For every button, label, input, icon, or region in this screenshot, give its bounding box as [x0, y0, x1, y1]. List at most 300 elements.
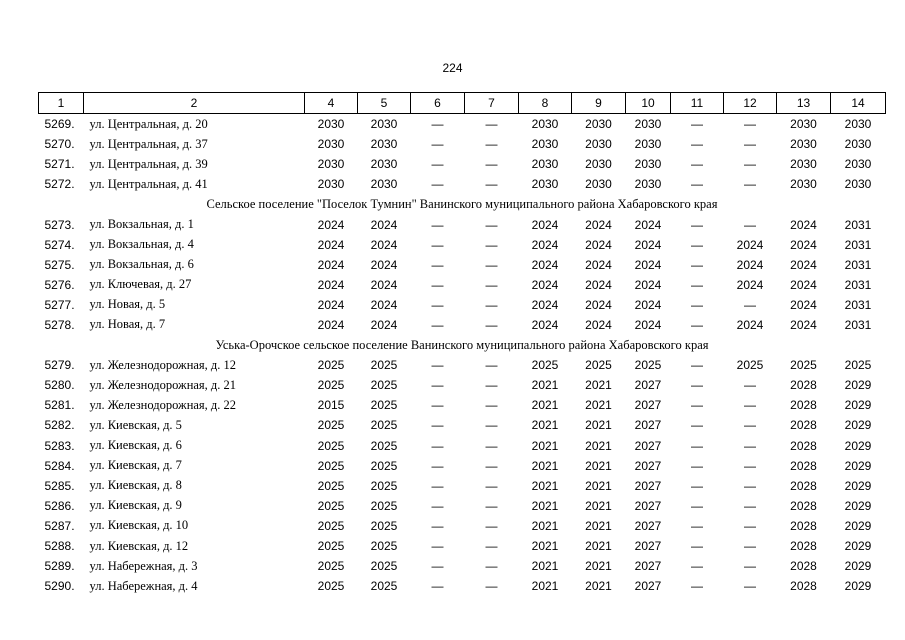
year-cell-col-12: —	[744, 518, 756, 533]
year-cell-col-4: 2024	[317, 317, 345, 332]
year-cell-col-9: 2030	[585, 157, 612, 172]
year-cell-col-10: 2027	[634, 378, 662, 393]
year-cell-col-7: —	[485, 418, 498, 433]
year-cell-col-13: 2030	[790, 157, 817, 172]
year-cell-col-11: —	[691, 378, 703, 393]
year-cell-col-8: 2021	[531, 478, 559, 493]
year-cell-col-7: —	[485, 217, 498, 232]
year-cell-col-11: —	[691, 177, 703, 192]
year-cell-col-14: 2025	[844, 358, 872, 373]
year-cell-col-7: —	[485, 518, 498, 533]
year-cell-col-7: —	[485, 237, 498, 252]
section-header-row	[39, 335, 886, 355]
address-cell: ул. Киевская, д. 8	[89, 478, 182, 493]
address-cell: ул. Новая, д. 7	[89, 317, 166, 332]
year-cell-col-13: 2028	[790, 559, 817, 574]
year-cell-col-12: 2024	[736, 317, 764, 332]
year-cell-col-7: —	[485, 478, 498, 493]
year-cell-col-6: —	[431, 297, 444, 312]
address-cell: ул. Железнодорожная, д. 12	[89, 357, 237, 372]
year-cell-col-8: 2021	[531, 398, 559, 413]
year-cell-col-12: 2024	[736, 257, 764, 272]
year-cell-col-12: —	[744, 117, 756, 132]
row-number: 5288.	[44, 539, 75, 554]
table-row	[39, 496, 886, 516]
year-cell-col-13: 2028	[790, 418, 817, 433]
year-cell-col-8: 2030	[531, 137, 559, 152]
row-number: 5275.	[44, 257, 75, 272]
year-cell-col-12: —	[744, 157, 756, 172]
year-cell-col-10: 2027	[634, 458, 662, 473]
year-cell-col-5: 2025	[370, 579, 398, 594]
year-cell-col-13: 2024	[790, 217, 817, 232]
address-cell: ул. Набережная, д. 3	[89, 558, 198, 573]
year-cell-col-9: 2024	[585, 257, 612, 272]
year-cell-col-12: —	[744, 297, 756, 312]
row-number: 5283.	[44, 438, 75, 453]
year-cell-col-10: 2027	[634, 559, 662, 574]
table-row	[39, 114, 886, 135]
row-number: 5284.	[44, 458, 75, 473]
year-cell-col-8: 2024	[531, 297, 559, 312]
year-cell-col-8: 2024	[531, 257, 559, 272]
row-number: 5269.	[44, 117, 75, 132]
year-cell-col-12: 2024	[736, 237, 764, 252]
year-cell-col-13: 2030	[790, 117, 817, 132]
table-row	[39, 576, 886, 596]
year-cell-col-11: —	[691, 277, 703, 292]
year-cell-col-12: 2025	[736, 358, 764, 373]
year-cell-col-4: 2025	[317, 579, 345, 594]
year-cell-col-5: 2024	[370, 277, 398, 292]
year-cell-col-7: —	[485, 378, 498, 393]
year-cell-col-13: 2028	[790, 539, 817, 554]
year-cell-col-4: 2030	[317, 157, 345, 172]
year-cell-col-12: —	[744, 177, 756, 192]
year-cell-col-13: 2030	[790, 137, 817, 152]
year-cell-col-6: —	[431, 358, 444, 373]
year-cell-col-9: 2021	[585, 498, 612, 513]
year-cell-col-12: —	[744, 559, 756, 574]
year-cell-col-11: —	[691, 257, 703, 272]
year-cell-col-10: 2027	[634, 478, 662, 493]
year-cell-col-7: —	[485, 498, 498, 513]
year-cell-col-6: —	[431, 498, 444, 513]
section-title: Сельское поселение "Поселок Тумнин" Ванинского муниципального района Хабаровского края	[206, 196, 718, 211]
table-row	[39, 134, 886, 154]
year-cell-col-7: —	[485, 137, 498, 152]
year-cell-col-12: —	[744, 137, 756, 152]
year-cell-col-14: 2029	[844, 518, 872, 533]
year-cell-col-11: —	[691, 478, 703, 493]
year-cell-col-4: 2024	[317, 297, 345, 312]
address-cell: ул. Киевская, д. 12	[89, 538, 189, 553]
year-cell-col-8: 2030	[531, 177, 559, 192]
year-cell-col-5: 2030	[370, 137, 398, 152]
year-cell-col-10: 2030	[634, 157, 662, 172]
year-cell-col-8: 2021	[531, 418, 559, 433]
column-header-12: 12	[724, 93, 777, 114]
table-row	[39, 375, 886, 395]
year-cell-col-10: 2024	[634, 297, 662, 312]
year-cell-col-10: 2024	[634, 257, 662, 272]
year-cell-col-5: 2025	[370, 458, 398, 473]
year-cell-col-10: 2027	[634, 398, 662, 413]
year-cell-col-14: 2029	[844, 398, 872, 413]
year-cell-col-10: 2027	[634, 418, 662, 433]
year-cell-col-13: 2028	[790, 398, 817, 413]
row-number: 5280.	[44, 378, 75, 393]
year-cell-col-12: —	[744, 217, 756, 232]
year-cell-col-8: 2030	[531, 157, 559, 172]
year-cell-col-8: 2021	[531, 458, 559, 473]
column-header-2: 2	[84, 93, 305, 114]
year-cell-col-4: 2025	[317, 539, 345, 554]
row-number: 5282.	[44, 418, 75, 433]
year-cell-col-13: 2028	[790, 438, 817, 453]
year-cell-col-9: 2024	[585, 317, 612, 332]
year-cell-col-6: —	[431, 478, 444, 493]
year-cell-col-5: 2025	[370, 539, 398, 554]
row-number: 5274.	[44, 237, 75, 252]
column-header-14: 14	[831, 93, 886, 114]
year-cell-col-10: 2030	[634, 137, 662, 152]
year-cell-col-4: 2025	[317, 358, 345, 373]
year-cell-col-5: 2024	[370, 217, 398, 232]
year-cell-col-8: 2024	[531, 317, 559, 332]
address-cell: ул. Вокзальная, д. 6	[89, 257, 194, 272]
year-cell-col-9: 2025	[585, 358, 612, 373]
year-cell-col-14: 2031	[844, 257, 872, 272]
year-cell-col-7: —	[485, 358, 498, 373]
year-cell-col-9: 2021	[585, 579, 612, 594]
year-cell-col-11: —	[691, 559, 703, 574]
row-number: 5289.	[44, 559, 75, 574]
year-cell-col-11: —	[691, 458, 703, 473]
row-number: 5287.	[44, 518, 75, 533]
table-row	[39, 315, 886, 335]
section-header-row	[39, 194, 886, 214]
year-cell-col-5: 2025	[370, 378, 398, 393]
table-row	[39, 516, 886, 536]
year-cell-col-12: —	[744, 478, 756, 493]
column-header-13: 13	[777, 93, 831, 114]
year-cell-col-7: —	[485, 458, 498, 473]
row-number: 5286.	[44, 498, 75, 513]
year-cell-col-9: 2024	[585, 237, 612, 252]
address-cell: ул. Вокзальная, д. 1	[89, 217, 194, 232]
year-cell-col-10: 2027	[634, 518, 662, 533]
year-cell-col-14: 2029	[844, 579, 872, 594]
year-cell-col-4: 2030	[317, 117, 345, 132]
year-cell-col-14: 2029	[844, 378, 872, 393]
year-cell-col-5: 2025	[370, 418, 398, 433]
year-cell-col-5: 2025	[370, 559, 398, 574]
year-cell-col-9: 2021	[585, 418, 612, 433]
year-cell-col-7: —	[485, 398, 498, 413]
row-number: 5272.	[44, 177, 75, 192]
address-cell: ул. Центральная, д. 41	[89, 176, 208, 191]
column-header-9: 9	[572, 93, 626, 114]
table-row	[39, 456, 886, 476]
address-cell: ул. Вокзальная, д. 4	[89, 237, 194, 252]
column-header-4: 4	[305, 93, 358, 114]
address-cell: ул. Киевская, д. 5	[89, 417, 182, 432]
address-cell: ул. Центральная, д. 37	[89, 136, 208, 151]
year-cell-col-4: 2030	[317, 137, 345, 152]
year-cell-col-14: 2029	[844, 478, 872, 493]
row-number: 5278.	[44, 317, 75, 332]
year-cell-col-13: 2024	[790, 277, 817, 292]
year-cell-col-7: —	[485, 438, 498, 453]
year-cell-col-5: 2024	[370, 297, 398, 312]
year-cell-col-9: 2021	[585, 438, 612, 453]
year-cell-col-12: —	[744, 398, 756, 413]
year-cell-col-14: 2031	[844, 217, 872, 232]
year-cell-col-6: —	[431, 117, 444, 132]
year-cell-col-7: —	[485, 157, 498, 172]
year-cell-col-8: 2024	[531, 237, 559, 252]
table-row	[39, 355, 886, 375]
year-cell-col-4: 2025	[317, 478, 345, 493]
year-cell-col-8: 2021	[531, 378, 559, 393]
year-cell-col-8: 2021	[531, 498, 559, 513]
table-row	[39, 295, 886, 315]
year-cell-col-13: 2024	[790, 297, 817, 312]
address-cell: ул. Киевская, д. 6	[89, 438, 182, 453]
table-row	[39, 476, 886, 496]
row-number: 5281.	[44, 398, 75, 413]
year-cell-col-10: 2025	[634, 358, 662, 373]
year-cell-col-14: 2029	[844, 559, 872, 574]
year-cell-col-5: 2025	[370, 518, 398, 533]
year-cell-col-9: 2024	[585, 277, 612, 292]
address-cell: ул. Киевская, д. 9	[89, 498, 182, 513]
year-cell-col-6: —	[431, 137, 444, 152]
year-cell-col-12: —	[744, 579, 756, 594]
year-cell-col-13: 2028	[790, 478, 817, 493]
year-cell-col-14: 2029	[844, 539, 872, 554]
page-number: 224	[442, 61, 463, 75]
row-number: 5285.	[44, 478, 75, 493]
address-cell: ул. Набережная, д. 4	[89, 578, 198, 593]
year-cell-col-5: 2025	[370, 498, 398, 513]
year-cell-col-10: 2024	[634, 237, 662, 252]
year-cell-col-12: —	[744, 458, 756, 473]
year-cell-col-9: 2021	[585, 398, 612, 413]
year-cell-col-10: 2027	[634, 498, 662, 513]
year-cell-col-14: 2029	[844, 498, 872, 513]
year-cell-col-5: 2030	[370, 117, 398, 132]
year-cell-col-7: —	[485, 277, 498, 292]
year-cell-col-5: 2025	[370, 398, 398, 413]
year-cell-col-8: 2025	[531, 358, 559, 373]
year-cell-col-5: 2024	[370, 317, 398, 332]
year-cell-col-9: 2030	[585, 177, 612, 192]
year-cell-col-9: 2021	[585, 518, 612, 533]
column-header-1: 1	[39, 93, 84, 114]
year-cell-col-13: 2025	[790, 358, 817, 373]
year-cell-col-13: 2028	[790, 498, 817, 513]
year-cell-col-14: 2031	[844, 237, 872, 252]
table-row	[39, 214, 886, 234]
address-cell: ул. Железнодорожная, д. 22	[89, 397, 237, 412]
row-number: 5273.	[44, 217, 75, 232]
row-number: 5270.	[44, 137, 75, 152]
year-cell-col-6: —	[431, 378, 444, 393]
year-cell-col-11: —	[691, 418, 703, 433]
year-cell-col-14: 2031	[844, 277, 872, 292]
year-cell-col-13: 2024	[790, 257, 817, 272]
year-cell-col-4: 2025	[317, 438, 345, 453]
column-header-8: 8	[519, 93, 572, 114]
year-cell-col-6: —	[431, 317, 444, 332]
year-cell-col-14: 2029	[844, 418, 872, 433]
year-cell-col-9: 2021	[585, 478, 612, 493]
year-cell-col-10: 2027	[634, 539, 662, 554]
year-cell-col-6: —	[431, 237, 444, 252]
year-cell-col-5: 2030	[370, 177, 398, 192]
year-cell-col-4: 2025	[317, 418, 345, 433]
year-cell-col-7: —	[485, 579, 498, 594]
year-cell-col-13: 2028	[790, 518, 817, 533]
year-cell-col-8: 2024	[531, 277, 559, 292]
table-row	[39, 154, 886, 174]
year-cell-col-10: 2030	[634, 177, 662, 192]
table-row	[39, 436, 886, 456]
year-cell-col-9: 2024	[585, 217, 612, 232]
year-cell-col-7: —	[485, 539, 498, 554]
column-header-row	[39, 93, 886, 114]
year-cell-col-9: 2021	[585, 378, 612, 393]
table-row	[39, 395, 886, 415]
year-cell-col-9: 2024	[585, 297, 612, 312]
year-cell-col-11: —	[691, 317, 703, 332]
year-cell-col-4: 2024	[317, 217, 345, 232]
year-cell-col-8: 2021	[531, 438, 559, 453]
year-cell-col-6: —	[431, 257, 444, 272]
year-cell-col-5: 2030	[370, 157, 398, 172]
year-cell-col-14: 2029	[844, 438, 872, 453]
section-title: Уська-Орочское сельское поселение Ванинского муниципального района Хабаровского края	[215, 337, 709, 352]
table-row	[39, 415, 886, 435]
address-cell: ул. Новая, д. 5	[89, 297, 166, 312]
year-cell-col-7: —	[485, 117, 498, 132]
year-cell-col-11: —	[691, 137, 703, 152]
table-row	[39, 174, 886, 194]
year-cell-col-12: —	[744, 539, 756, 554]
schedule-table	[38, 92, 886, 596]
year-cell-col-6: —	[431, 157, 444, 172]
year-cell-col-11: —	[691, 117, 703, 132]
year-cell-col-10: 2030	[634, 117, 662, 132]
column-header-11: 11	[671, 93, 724, 114]
year-cell-col-7: —	[485, 257, 498, 272]
year-cell-col-7: —	[485, 559, 498, 574]
year-cell-col-10: 2027	[634, 438, 662, 453]
column-header-5: 5	[358, 93, 411, 114]
year-cell-col-6: —	[431, 277, 444, 292]
row-number: 5279.	[44, 358, 75, 373]
year-cell-col-14: 2030	[844, 137, 872, 152]
year-cell-col-5: 2025	[370, 478, 398, 493]
year-cell-col-7: —	[485, 297, 498, 312]
address-cell: ул. Киевская, д. 7	[89, 458, 182, 473]
year-cell-col-5: 2025	[370, 438, 398, 453]
year-cell-col-6: —	[431, 458, 444, 473]
year-cell-col-11: —	[691, 539, 703, 554]
year-cell-col-8: 2021	[531, 518, 559, 533]
year-cell-col-11: —	[691, 237, 703, 252]
year-cell-col-6: —	[431, 177, 444, 192]
column-header-7: 7	[465, 93, 519, 114]
address-cell: ул. Центральная, д. 20	[89, 116, 208, 131]
year-cell-col-11: —	[691, 157, 703, 172]
table-row	[39, 275, 886, 295]
year-cell-col-11: —	[691, 398, 703, 413]
row-number: 5271.	[44, 157, 75, 172]
year-cell-col-4: 2025	[317, 559, 345, 574]
year-cell-col-9: 2021	[585, 458, 612, 473]
year-cell-col-8: 2021	[531, 579, 559, 594]
table-row	[39, 556, 886, 576]
year-cell-col-5: 2025	[370, 358, 398, 373]
table-row	[39, 255, 886, 275]
year-cell-col-10: 2024	[634, 317, 662, 332]
year-cell-col-6: —	[431, 539, 444, 554]
table-row	[39, 536, 886, 556]
year-cell-col-6: —	[431, 398, 444, 413]
year-cell-col-4: 2025	[317, 458, 345, 473]
year-cell-col-4: 2024	[317, 257, 345, 272]
year-cell-col-6: —	[431, 559, 444, 574]
year-cell-col-9: 2030	[585, 137, 612, 152]
row-number: 5290.	[44, 579, 75, 594]
year-cell-col-14: 2029	[844, 458, 872, 473]
row-number: 5277.	[44, 297, 75, 312]
address-cell: ул. Железнодорожная, д. 21	[89, 377, 237, 392]
column-header-6: 6	[411, 93, 465, 114]
year-cell-col-10: 2027	[634, 579, 662, 594]
year-cell-col-6: —	[431, 518, 444, 533]
year-cell-col-11: —	[691, 217, 703, 232]
year-cell-col-11: —	[691, 297, 703, 312]
year-cell-col-14: 2030	[844, 117, 872, 132]
address-cell: ул. Киевская, д. 10	[89, 518, 189, 533]
row-number: 5276.	[44, 277, 75, 292]
year-cell-col-11: —	[691, 518, 703, 533]
year-cell-col-4: 2025	[317, 498, 345, 513]
year-cell-col-7: —	[485, 317, 498, 332]
column-header-10: 10	[626, 93, 671, 114]
year-cell-col-9: 2021	[585, 539, 612, 554]
year-cell-col-8: 2021	[531, 539, 559, 554]
year-cell-col-11: —	[691, 579, 703, 594]
year-cell-col-13: 2024	[790, 317, 817, 332]
year-cell-col-13: 2028	[790, 579, 817, 594]
year-cell-col-8: 2024	[531, 217, 559, 232]
year-cell-col-6: —	[431, 579, 444, 594]
year-cell-col-11: —	[691, 498, 703, 513]
year-cell-col-9: 2021	[585, 559, 612, 574]
year-cell-col-8: 2030	[531, 117, 559, 132]
year-cell-col-10: 2024	[634, 217, 662, 232]
year-cell-col-11: —	[691, 438, 703, 453]
address-cell: ул. Ключевая, д. 27	[89, 277, 192, 292]
address-cell: ул. Центральная, д. 39	[89, 156, 208, 171]
year-cell-col-14: 2031	[844, 317, 872, 332]
year-cell-col-11: —	[691, 358, 703, 373]
